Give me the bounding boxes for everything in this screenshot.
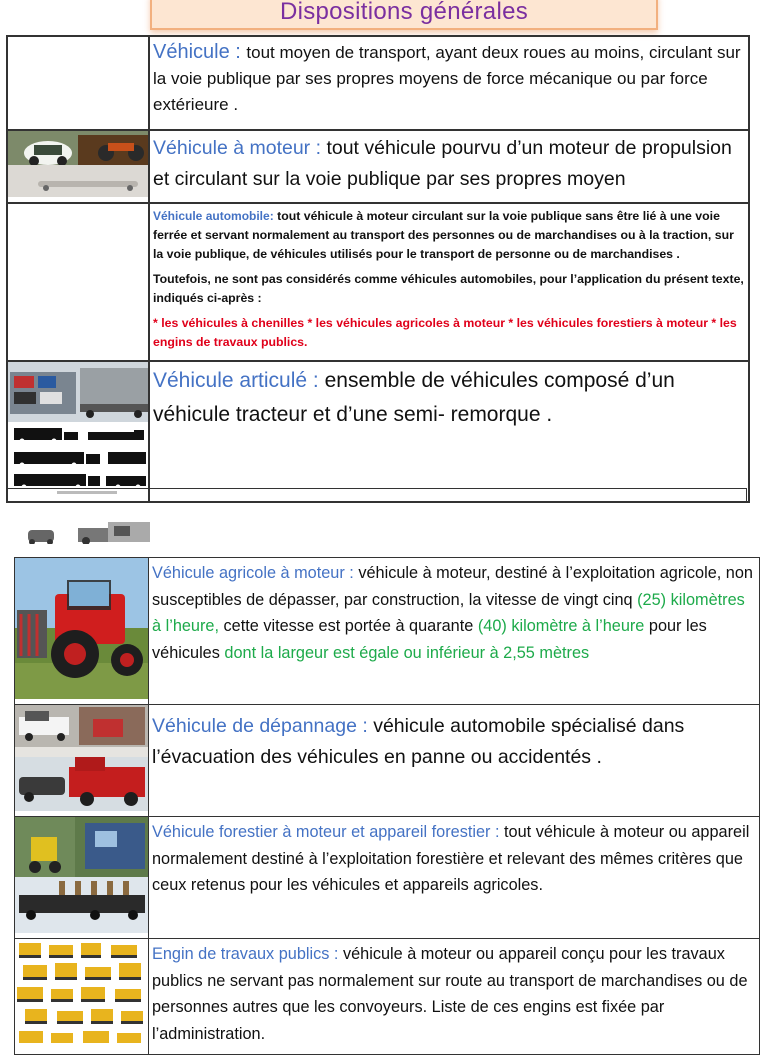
term-label: Véhicule agricole à moteur : <box>152 564 359 582</box>
row-depannage <box>15 705 760 817</box>
definition-depannage <box>149 705 760 817</box>
definition-travaux <box>149 939 760 1055</box>
definition-vehicule-moteur <box>149 130 749 203</box>
vehicule-articule-photo <box>7 361 149 502</box>
term-label: Véhicule forestier à moteur et appareil forestier : <box>152 823 505 841</box>
term-label: Véhicule à moteur : <box>153 137 327 159</box>
footer-strip <box>6 488 747 502</box>
exception-text: Toutefois, ne sont pas considérés comme véhicules automobiles, pour l’application du présent texte, indiqués ci-après : <box>153 272 744 305</box>
term-text: tout moyen de transport, ayant deux roues au moins, circulant sur la voie publique par ses propres moyens de force mécanique ou par force extérieure . <box>153 43 741 114</box>
tow-trucks-image <box>15 705 149 811</box>
definition-agricole <box>149 558 760 705</box>
vehicule-moteur-photo <box>7 130 149 203</box>
empty-image-cell <box>7 203 149 361</box>
depannage-photo <box>15 705 149 817</box>
row-vehicule-moteur <box>7 130 749 203</box>
term-text: ensemble de véhicules composé d’un véhicule tracteur et d’une semi- remorque . <box>153 369 675 426</box>
red-tractor-image <box>15 558 149 699</box>
row-forestier <box>15 817 760 939</box>
row-vehicule-articule <box>7 361 749 502</box>
term-text: tout véhicule à moteur circulant sur la voie publique sans être lié à une voie ferrée et servant normalement au transport des personnes ou de marchandises ou à la traction, sur la voie publique, de véhicules utilisés pour le transport de personne ou de marchandises . <box>153 209 734 261</box>
term-label: Véhicule : <box>153 41 247 63</box>
excluded-list: * les véhicules à chenilles * les véhicules agricoles à moteur * les véhicules forestiers à moteur * les engins de travaux publics. <box>153 316 737 349</box>
row-agricole <box>15 558 760 705</box>
small-vehicle-thumbnails <box>22 520 152 544</box>
highlight-width: dont la largeur est égale ou inférieur à 2,55 mètres <box>224 643 590 662</box>
row-vehicule-automobile <box>7 203 749 361</box>
trucks-image <box>8 362 149 496</box>
construction-equipment-image <box>15 939 149 1049</box>
term-text: tout véhicule à moteur ou appareil normalement destiné à l’exploitation forestière et relevant des mêmes critères que ceux retenus pour les véhicules et appareils agricoles. <box>152 823 750 894</box>
page-title: Dispositions générales <box>279 0 529 25</box>
highlight-speed-25: (25) kilomètres à l’heure, <box>152 590 745 635</box>
definitions-table-1 <box>6 35 750 503</box>
term-label: Véhicule de dépannage : <box>152 715 374 737</box>
definitions-table-2 <box>14 557 760 1055</box>
definition-vehicule-articule <box>149 361 749 502</box>
forestier-photo <box>15 817 149 939</box>
small-vehicles-image <box>8 131 149 197</box>
travaux-photo <box>15 939 149 1055</box>
highlight-speed-40: (40) kilomètre à l’heure <box>477 617 645 635</box>
term-text: cette vitesse est portée à quarante <box>218 617 478 635</box>
page-title-box <box>150 0 658 30</box>
term-text: pour les véhicules <box>152 617 707 662</box>
definition-vehicule <box>149 36 749 130</box>
term-text: véhicule à moteur ou appareil conçu pour les travaux publics ne servant pas normalement sur route au transport de marchandises ou de personnes autres que les convoyeurs. Liste de ces engins est fixée par l’administration. <box>152 945 748 1043</box>
term-text: tout véhicule pourvu d’un moteur de propulsion et circulant sur la voie publique par ses propres moyen <box>153 137 732 190</box>
definition-vehicule-automobile <box>149 203 749 361</box>
term-label: Véhicule automobile: <box>153 209 274 223</box>
row-vehicule <box>7 36 749 130</box>
term-label: Véhicule articulé : <box>153 369 325 392</box>
forestry-machines-image <box>15 817 149 933</box>
term-text: véhicule automobile spécialisé dans l’évacuation des véhicules en panne ou accidentés . <box>152 715 685 768</box>
definition-forestier <box>149 817 760 939</box>
term-label: Engin de travaux publics : <box>152 945 343 963</box>
term-text: véhicule à moteur, destiné à l’exploitation agricole, non susceptibles de dépasser, par construction, la vitesse de vingt cinq <box>152 564 753 609</box>
agricole-photo <box>15 558 149 705</box>
row-travaux <box>15 939 760 1055</box>
empty-image-cell <box>7 36 149 130</box>
